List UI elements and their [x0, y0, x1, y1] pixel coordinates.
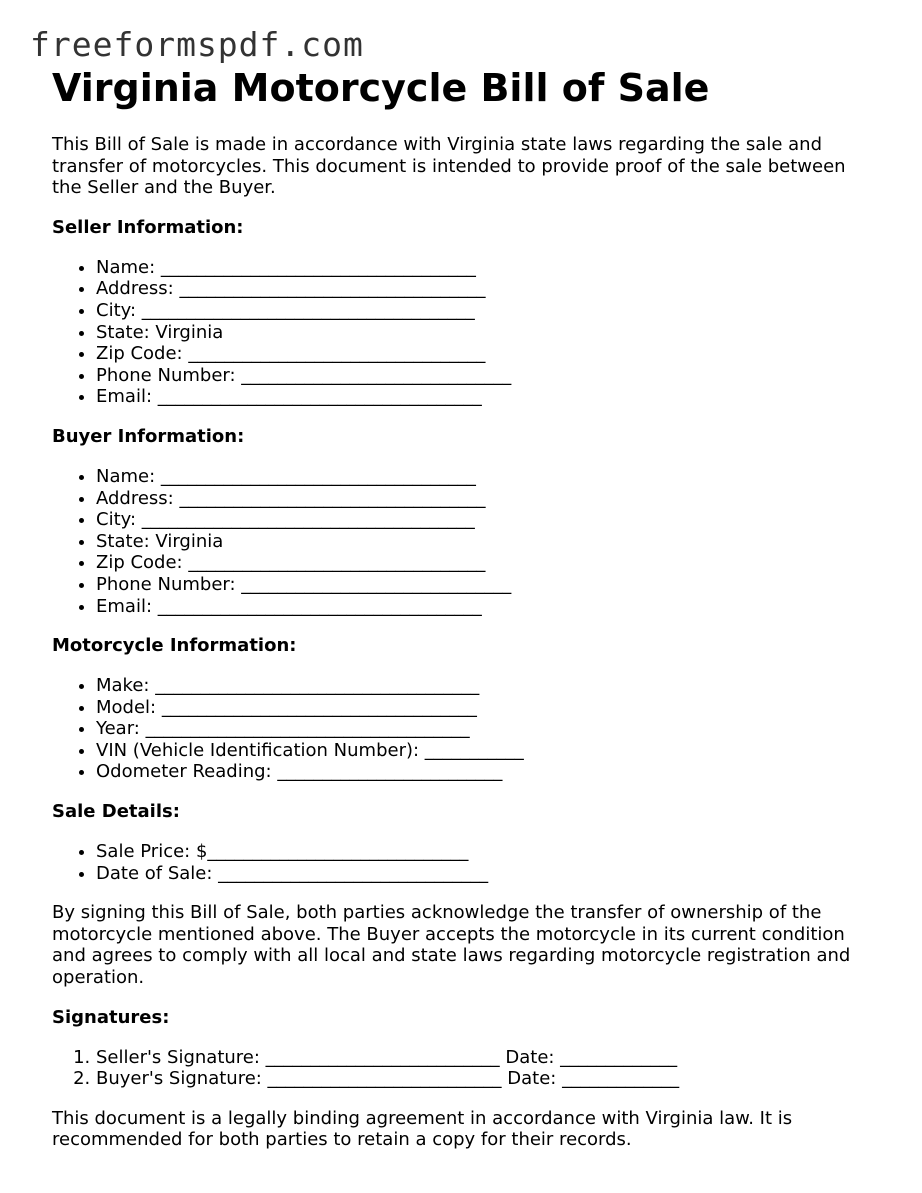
page-title: Virginia Motorcycle Bill of Sale	[52, 66, 710, 110]
buyer-name-field: • Name: ___________________________________	[96, 466, 872, 488]
buyer-zip-field: • Zip Code: _________________________________	[96, 552, 872, 574]
intro-paragraph: This Bill of Sale is made in accordance with Virginia state laws regarding the sale and transfer of motorcycles. This document is intended to provide proof of the sale between the Seller and the Buyer.	[52, 134, 846, 199]
document-page	[52, 66, 872, 1151]
seller-heading: Seller Information:	[52, 216, 244, 238]
buyer-address-field: • Address: __________________________________	[96, 488, 872, 510]
buyer-city-field: • City: _____________________________________	[96, 509, 872, 531]
sale-list	[52, 841, 872, 884]
signatures-list	[52, 1047, 872, 1090]
buyer-phone-field: • Phone Number: ______________________________	[96, 574, 872, 596]
sale-heading: Sale Details:	[52, 801, 180, 823]
buyer-email-field: • Email: ____________________________________	[96, 596, 872, 618]
closing-paragraph: This document is a legally binding agreement in accordance with Virginia law. It is recommended for both parties to retain a copy for their records.	[52, 1107, 793, 1151]
buyer-state-field: • State: Virginia	[96, 531, 872, 553]
seller-email-field: • Email: ____________________________________	[96, 386, 872, 408]
seller-signature-line: 1. Seller's Signature: __________________________ Date: _____________	[96, 1047, 872, 1069]
signatures-heading: Signatures:	[52, 1006, 170, 1028]
buyer-list	[52, 466, 872, 617]
buyer-heading: Buyer Information:	[52, 425, 245, 447]
acknowledgement-paragraph: By signing this Bill of Sale, both parties acknowledge the transfer of ownership of the motorcycle mentioned above. The Buyer accepts the motorcycle in its current condition and agrees to comply with all local and state laws regarding motorcycle registration and operation.	[52, 902, 851, 989]
seller-phone-field: • Phone Number: ______________________________	[96, 365, 872, 387]
seller-address-field: • Address: __________________________________	[96, 278, 872, 300]
motorcycle-model-field: • Model: ___________________________________	[96, 697, 872, 719]
motorcycle-heading: Motorcycle Information:	[52, 635, 297, 657]
sale-date-field: • Date of Sale: ______________________________	[96, 863, 872, 885]
seller-zip-field: • Zip Code: _________________________________	[96, 343, 872, 365]
sale-price-field: • Sale Price: $_____________________________	[96, 841, 872, 863]
seller-city-field: • City: _____________________________________	[96, 300, 872, 322]
motorcycle-vin-field: • VIN (Vehicle Identification Number): ___________	[96, 740, 872, 762]
seller-state-field: • State: Virginia	[96, 322, 872, 344]
motorcycle-year-field: • Year: ____________________________________	[96, 718, 872, 740]
seller-name-field: • Name: ___________________________________	[96, 257, 872, 279]
watermark: freeformspdf.com	[30, 25, 364, 64]
seller-list	[52, 257, 872, 408]
buyer-signature-line: 2. Buyer's Signature: __________________________ Date: _____________	[96, 1068, 872, 1090]
motorcycle-list	[52, 675, 872, 783]
motorcycle-odometer-field: • Odometer Reading: _________________________	[96, 761, 872, 783]
motorcycle-make-field: • Make: ____________________________________	[96, 675, 872, 697]
